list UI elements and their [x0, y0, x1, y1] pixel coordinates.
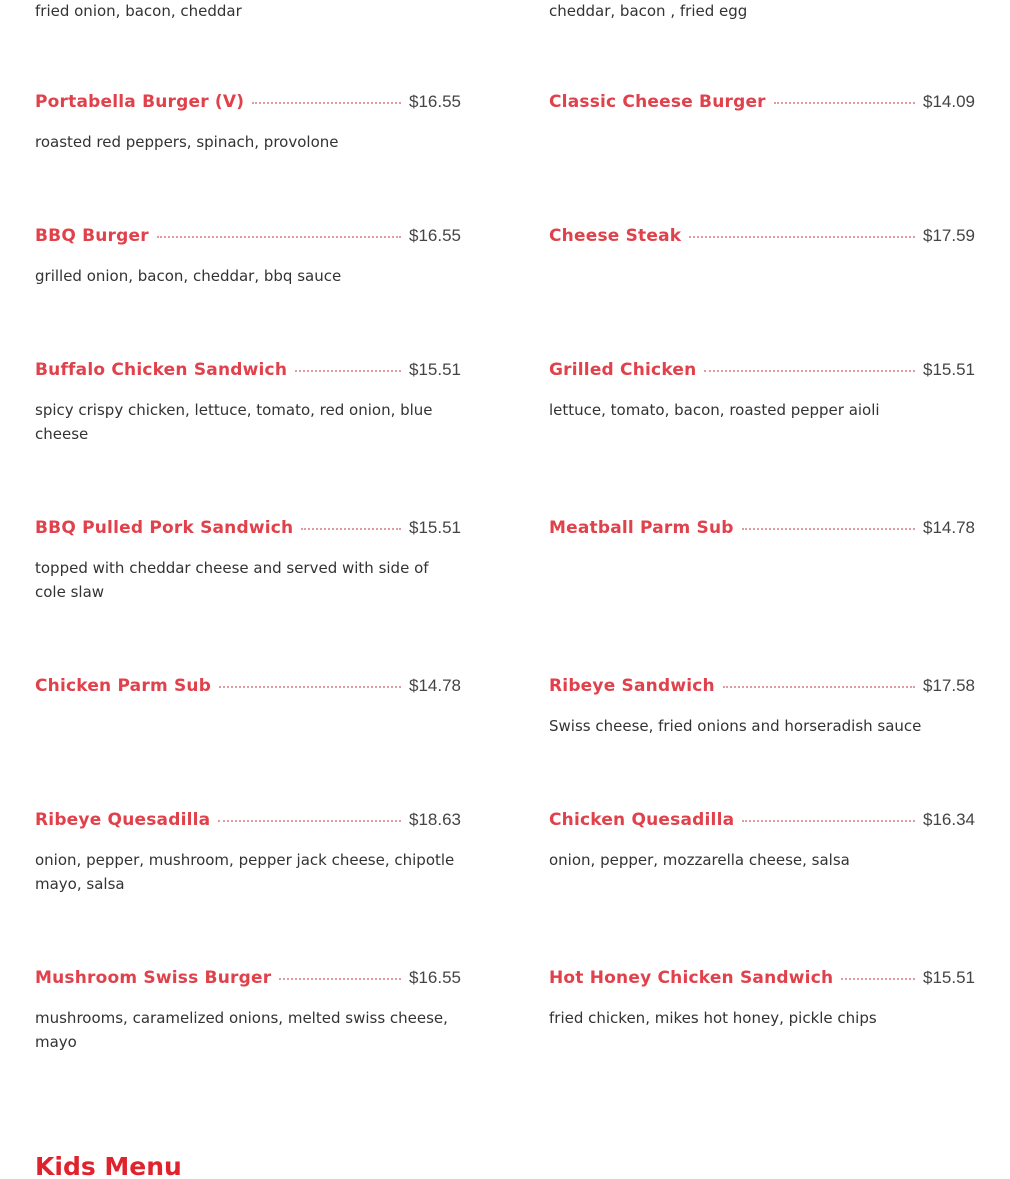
item-price: $15.51 [409, 360, 461, 379]
item-price: $16.34 [923, 810, 975, 829]
item-name: Chicken Parm Sub [35, 676, 212, 696]
item-header [35, 518, 461, 542]
item-name: Ribeye Quesadilla [35, 810, 211, 830]
menu-item [35, 810, 461, 896]
item-description: mushrooms, caramelized onions, melted swiss cheese, mayo [35, 1009, 448, 1051]
menu-item [549, 518, 975, 556]
section-title-kids-menu: Kids Menu [35, 1152, 182, 1179]
item-description: spicy crispy chicken, lettuce, tomato, red onion, blue cheese [35, 401, 433, 443]
menu-item [549, 92, 975, 130]
item-name: Hot Honey Chicken Sandwich [549, 968, 834, 988]
menu-item [549, 676, 975, 738]
item-price: $14.78 [409, 676, 461, 695]
menu-item [549, 226, 975, 264]
item-name: Grilled Chicken [549, 360, 697, 380]
item-price: $16.55 [409, 968, 461, 987]
menu-item [549, 810, 975, 872]
dot-leader [841, 977, 915, 980]
item-price: $17.59 [923, 226, 975, 245]
menu-item [549, 968, 975, 1030]
dot-leader [295, 369, 401, 372]
item-description: lettuce, tomato, bacon, roasted pepper aioli [549, 401, 880, 419]
item-description: roasted red peppers, spinach, provolone [35, 133, 339, 151]
menu-item [35, 676, 461, 714]
dot-leader [742, 819, 915, 822]
menu-item [35, 360, 461, 446]
item-header [35, 968, 461, 992]
dot-leader [279, 977, 401, 980]
item-price: $14.09 [923, 92, 975, 111]
item-name: Chicken Quesadilla [549, 810, 735, 830]
dot-leader [157, 235, 401, 238]
dot-leader [774, 101, 915, 104]
item-name: Buffalo Chicken Sandwich [35, 360, 288, 380]
dot-leader [689, 235, 915, 238]
item-header [549, 92, 975, 116]
dot-leader [723, 685, 915, 688]
item-header [35, 810, 461, 834]
item-price: $18.63 [409, 810, 461, 829]
item-header [549, 810, 975, 834]
item-price: $16.55 [409, 92, 461, 111]
item-description: cheddar, bacon , fried egg [549, 2, 748, 20]
dot-leader [219, 685, 401, 688]
item-header [549, 360, 975, 384]
item-header [35, 360, 461, 384]
menu-item [35, 518, 461, 604]
item-header [35, 226, 461, 250]
item-header [549, 226, 975, 250]
item-description: fried chicken, mikes hot honey, pickle chips [549, 1009, 877, 1027]
item-name: Mushroom Swiss Burger [35, 968, 272, 988]
item-header [549, 676, 975, 700]
item-name: Portabella Burger (V) [35, 92, 245, 112]
item-price: $15.51 [923, 360, 975, 379]
menu-item [35, 226, 461, 288]
item-price: $15.51 [409, 518, 461, 537]
item-name: Classic Cheese Burger [549, 92, 766, 112]
menu-item [35, 92, 461, 154]
dot-leader [301, 527, 401, 530]
item-name: Meatball Parm Sub [549, 518, 734, 538]
item-description: grilled onion, bacon, cheddar, bbq sauce [35, 267, 342, 285]
item-name: Ribeye Sandwich [549, 676, 715, 696]
item-header [35, 92, 461, 116]
item-header [549, 968, 975, 992]
dot-leader [704, 369, 915, 372]
dot-leader [252, 101, 401, 104]
menu-item [549, 360, 975, 422]
item-description: Swiss cheese, fried onions and horseradish sauce [549, 717, 922, 735]
item-name: Cheese Steak [549, 226, 682, 246]
item-price: $16.55 [409, 226, 461, 245]
item-description: topped with cheddar cheese and served with side of cole slaw [35, 559, 429, 601]
item-description: onion, pepper, mushroom, pepper jack cheese, chipotle mayo, salsa [35, 851, 455, 893]
item-price: $17.58 [923, 676, 975, 695]
menu-item [35, 968, 461, 1054]
item-header [35, 676, 461, 700]
item-price: $15.51 [923, 968, 975, 987]
dot-leader [742, 527, 915, 530]
item-name: BBQ Burger [35, 226, 149, 246]
item-header [549, 518, 975, 542]
item-description: fried onion, bacon, cheddar [35, 2, 242, 20]
item-description: onion, pepper, mozzarella cheese, salsa [549, 851, 850, 869]
dot-leader [218, 819, 401, 822]
item-name: BBQ Pulled Pork Sandwich [35, 518, 294, 538]
item-price: $14.78 [923, 518, 975, 537]
